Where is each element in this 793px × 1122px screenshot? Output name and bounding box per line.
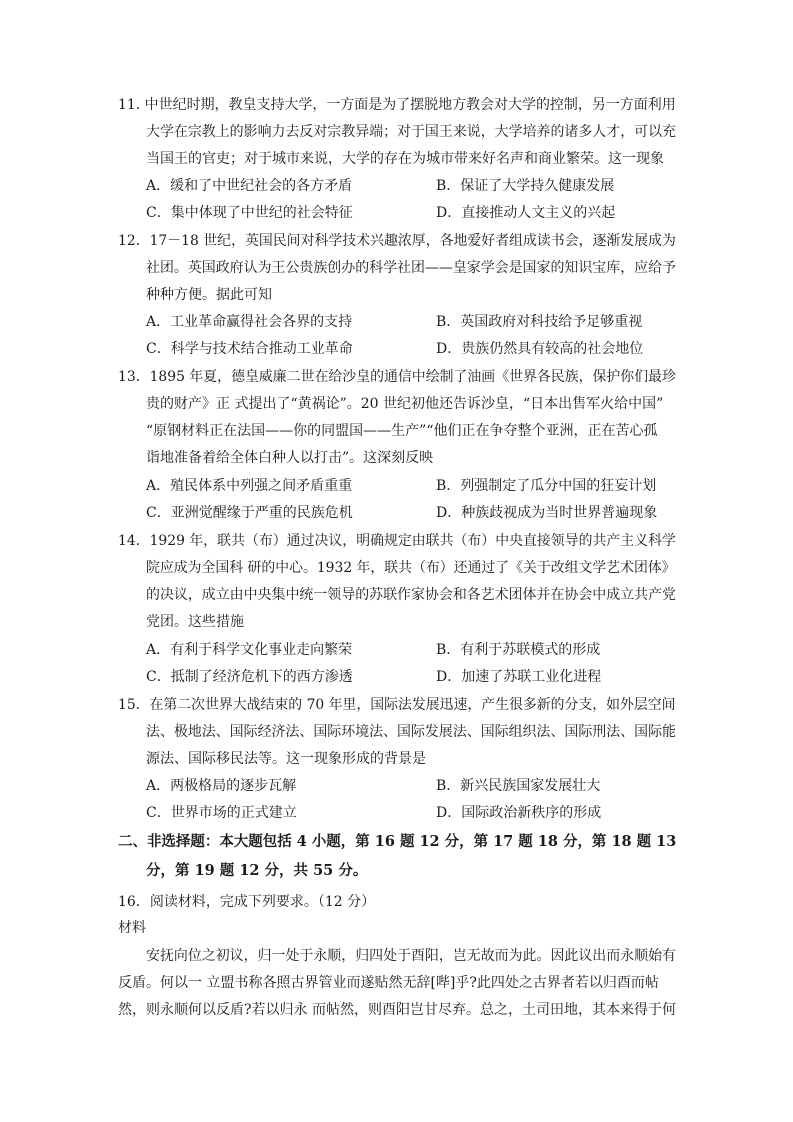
question-15-line-3: 源法、国际移民法等。这一现象形成的背景是 xyxy=(146,751,426,767)
question-12-line-2: 社团。英国政府认为王公贵族创办的科学社团——皇家学会是国家的知识宝库，应给予 xyxy=(146,260,676,276)
section-heading-line-2: 分，第 19 题 12 分，共 55 分。 xyxy=(146,862,368,879)
question-14-line-1: 14．1929 年，联共（布）通过决议，明确规定由联共（布）中央直接领导的共产主义科学 xyxy=(118,533,676,549)
question-11-option-c: C．集中体现了中世纪的社会特征 xyxy=(146,205,353,221)
question-14-option-c: C．抵制了经济危机下的西方渗透 xyxy=(146,669,353,685)
question-13-line-3: “原钢材料正在法国——你的同盟国——生产”“他们正在争夺整个亚洲，正在苦心孤 xyxy=(146,423,658,439)
question-12-line-3: 种种方便。据此可知 xyxy=(146,287,272,303)
question-13-line-2: 贵的财产》正 式提出了“黄祸论”。20 世纪初他还告诉沙皇，“日本出售军火给中国” xyxy=(146,396,664,412)
question-11-option-b: B．保证了大学持久健康发展 xyxy=(436,178,615,194)
question-14-line-3: 的决议，成立由中央集中统一领导的苏联作家协会和各艺术团体并在协会中成立共产党 xyxy=(146,587,676,603)
question-15-line-2: 法、极地法、国际经济法、国际环境法、国际发展法、国际组织法、国际刑法、国际能 xyxy=(146,724,676,740)
question-12-option-b: B．英国政府对科技给予足够重视 xyxy=(436,314,643,330)
question-13-option-a: A．殖民体系中列强之间矛盾重重 xyxy=(146,478,353,494)
question-14-option-d: D．加速了苏联工业化进程 xyxy=(436,669,602,685)
question-15-option-b: B．新兴民族国家发展壮大 xyxy=(436,778,601,794)
question-11-option-a: A．缓和了中世纪社会的各方矛盾 xyxy=(146,178,353,194)
question-15-line-1: 15．在第二次世界大战结束的 70 年里，国际法发展迅速，产生很多新的分支，如外层空间 xyxy=(118,697,676,713)
question-14-line-4: 党团。这些措施 xyxy=(146,614,244,630)
question-13-option-c: C．亚洲觉醒缘于严重的民族危机 xyxy=(146,505,353,521)
material-line-3: 然，则永顺何以反盾?若以归永 而帖然，则酉阳岂甘尽弃。总之，土司田地，其本来得于何 xyxy=(118,1002,676,1018)
question-11-option-d: D．直接推动人文主义的兴起 xyxy=(436,205,616,221)
question-13-line-4: 诣地准备着给全体白种人以打击”。这深刻反映 xyxy=(146,450,434,466)
question-14-option-b: B．有利于苏联模式的形成 xyxy=(436,642,601,658)
question-12-line-1: 12．17－18 世纪，英国民间对科学技术兴趣浓厚，各地爱好者组成读书会，逐渐发展成为 xyxy=(118,233,676,249)
question-12-option-a: A．工业革命赢得社会各界的支持 xyxy=(146,314,353,330)
question-15-option-a: A．两极格局的逐步瓦解 xyxy=(146,778,297,794)
question-12-option-d: D．贵族仍然具有较高的社会地位 xyxy=(436,341,644,357)
question-13-option-b: B．列强制定了瓜分中国的狂妄计划 xyxy=(436,478,657,494)
question-11-line-1: 11. 中世纪时期，教皇支持大学，一方面是为了摆脱地方教会对大学的控制，另一方面利用 xyxy=(118,97,676,113)
question-14-option-a: A．有利于科学文化事业走向繁荣 xyxy=(146,642,353,658)
material-line-2: 反盾。何以一 立盟书称各照古界管业而遂贴然无辞[哔]乎?此四处之古界者若以归酉而帖 xyxy=(118,975,659,991)
material-line-1: 安抚向位之初议，归一处于永顺，归四处于酉阳，岂无故而为此。因此议出而永顺始有 xyxy=(146,948,676,964)
question-11-line-3: 当国王的官吏；对于城市来说，大学的存在为城市带来好名声和商业繁荣。这一现象 xyxy=(146,151,664,167)
question-16-title: 16．阅读材料，完成下列要求。（12 分） xyxy=(118,894,376,910)
question-12-option-c: C．科学与技术结合推动工业革命 xyxy=(146,341,353,357)
question-15-option-d: D．国际政治新秩序的形成 xyxy=(436,805,602,821)
question-14-line-2: 院应成为全国科 研的中心。1932 年，联共（布）还通过了《关于改组文学艺术团体》 xyxy=(146,560,676,576)
section-heading-line-1: 二、非选择题：本大题包括 4 小题，第 16 题 12 分，第 17 题 18 分，第 18 题 13 xyxy=(118,833,677,850)
question-13-option-d: D．种族歧视成为当时世界普遍现象 xyxy=(436,505,658,521)
question-13-line-1: 13．1895 年夏，德皇威廉二世在给沙皇的通信中绘制了油画《世界各民族，保护你们最珍 xyxy=(118,369,676,385)
question-11-line-2: 大学在宗教上的影响力去反对宗教异端；对于国王来说，大学培养的诸多人才，可以充 xyxy=(146,124,676,140)
material-label: 材料 xyxy=(118,920,146,936)
question-15-option-c: C．世界市场的正式建立 xyxy=(146,805,297,821)
